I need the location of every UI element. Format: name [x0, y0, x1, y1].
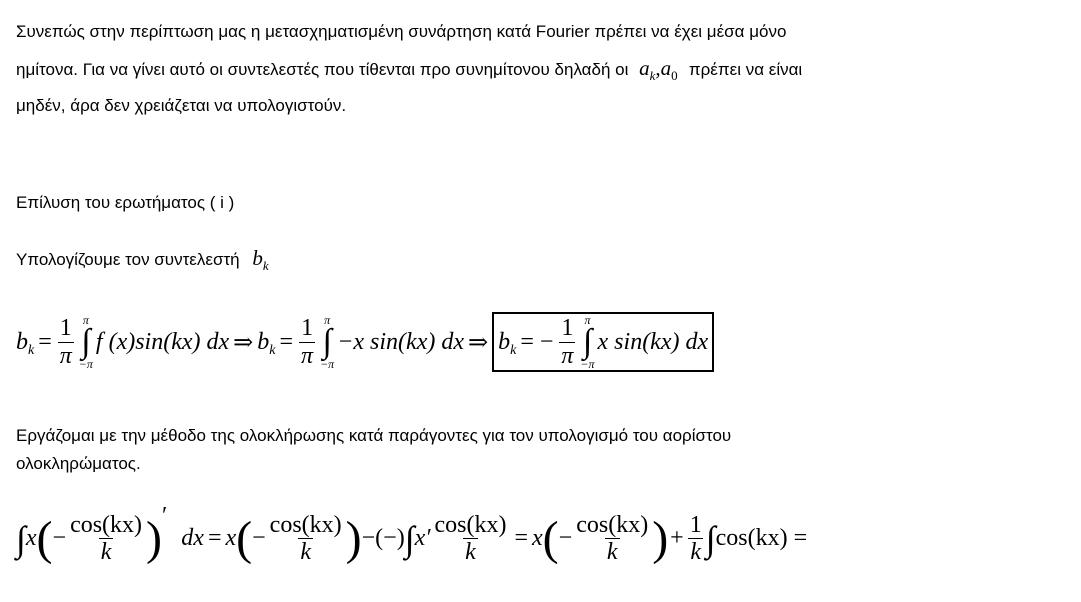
eq1-boxed-result: $b_k$ = − $\frac{1}{\pi}$ π ∫ −π x sin(kx) dx [492, 312, 714, 372]
equation-parts: ∫ x ( − $\frac{\cos(kx)}{k}$ ) ′ dx = x ( − $\frac{\cos(kx)}{k}$ ) −(−) ∫ x′ $\frac{\cos(kx)}{k}$ = x ( − $\frac{\cos(kx)}{k}$ ) + $\frac{1}{k}$ ∫ cos(kx) = [16, 503, 808, 566]
coefficients-a: $a_k,a_0$ [639, 56, 678, 83]
eq1-integral-2: π ∫ −π [320, 313, 335, 372]
eq2-int-2: ∫ [404, 518, 415, 559]
compute-text: Υπολογίζουμε τον συντελεστή [16, 250, 240, 269]
eq1-equals: = [38, 328, 52, 355]
intro-line-2 [16, 50, 802, 89]
intro-line-2-text: ημίτονα. Για να γίνει αυτό οι συντελεστές που τίθενται προ συνημίτονου δηλαδή οι [16, 60, 629, 79]
eq1-arrow: ⇒ [233, 329, 254, 356]
intro-line-1: Συνεπώς στην περίπτωση μας η μετασχηματισμένη συνάρτηση κατά Fourier πρέπει να έχει μέσα μόνο [16, 22, 787, 41]
eq2-int-3: ∫ [705, 518, 716, 559]
method-line-2: ολοκληρώματος. [16, 454, 141, 473]
intro-line-3: μηδέν, άρα δεν χρειάζεται να υπολογιστούν. [16, 96, 347, 115]
equation-bk: $b_k$ = $\frac{1}{\pi}$ π ∫ −π f (x)sin(kx) dx ⇒ $b_k$ = $\frac{1}{\pi}$ π ∫ −π −x sin(kx) dx ⇒ $b_k$ = − $\frac{1}{\pi}$ π ∫ −π x sin(kx) dx [16, 312, 714, 372]
eq2-frac-2: $\frac{\cos(kx)}{k}$ [269, 512, 342, 566]
eq2-frac-4: $\frac{\cos(kx)}{k}$ [576, 512, 649, 566]
eq2-tail: cos(kx) = [715, 525, 808, 552]
eq1-integral: π ∫ −π [78, 313, 93, 372]
eq1-integrand: f (x)sin(kx) dx [95, 328, 230, 355]
compute-line [16, 240, 269, 279]
eq1-integrand-2: −x sin(kx) dx [337, 328, 464, 355]
section-heading: Επίλυση του ερωτήματος ( i ) [16, 193, 235, 212]
eq1-lhs: $b_k$ [16, 328, 35, 358]
eq1-fraction-2: $\frac{1}{\pi}$ [301, 315, 314, 369]
method-line-1: Εργάζομαι με την μέθοδο της ολοκλήρωσης κατά παράγοντες για τον υπολογισμό του αορίστου [16, 426, 732, 445]
eq2-int-1: ∫ [16, 518, 26, 559]
eq2-frac-3: $\frac{\cos(kx)}{k}$ [434, 512, 507, 566]
eq1-fraction: $\frac{1}{\pi}$ [59, 315, 72, 369]
eq1-arrow-2: ⇒ [467, 329, 489, 356]
coefficient-b: $b_k$ [252, 246, 269, 273]
eq2-frac-1: $\frac{\cos(kx)}{k}$ [70, 512, 143, 566]
eq1-lhs-2: $b_k$ [257, 328, 276, 358]
intro-line-2-tail: πρέπει να είναι [688, 60, 803, 79]
eq2-frac-5: $\frac{1}{k}$ [689, 512, 702, 566]
